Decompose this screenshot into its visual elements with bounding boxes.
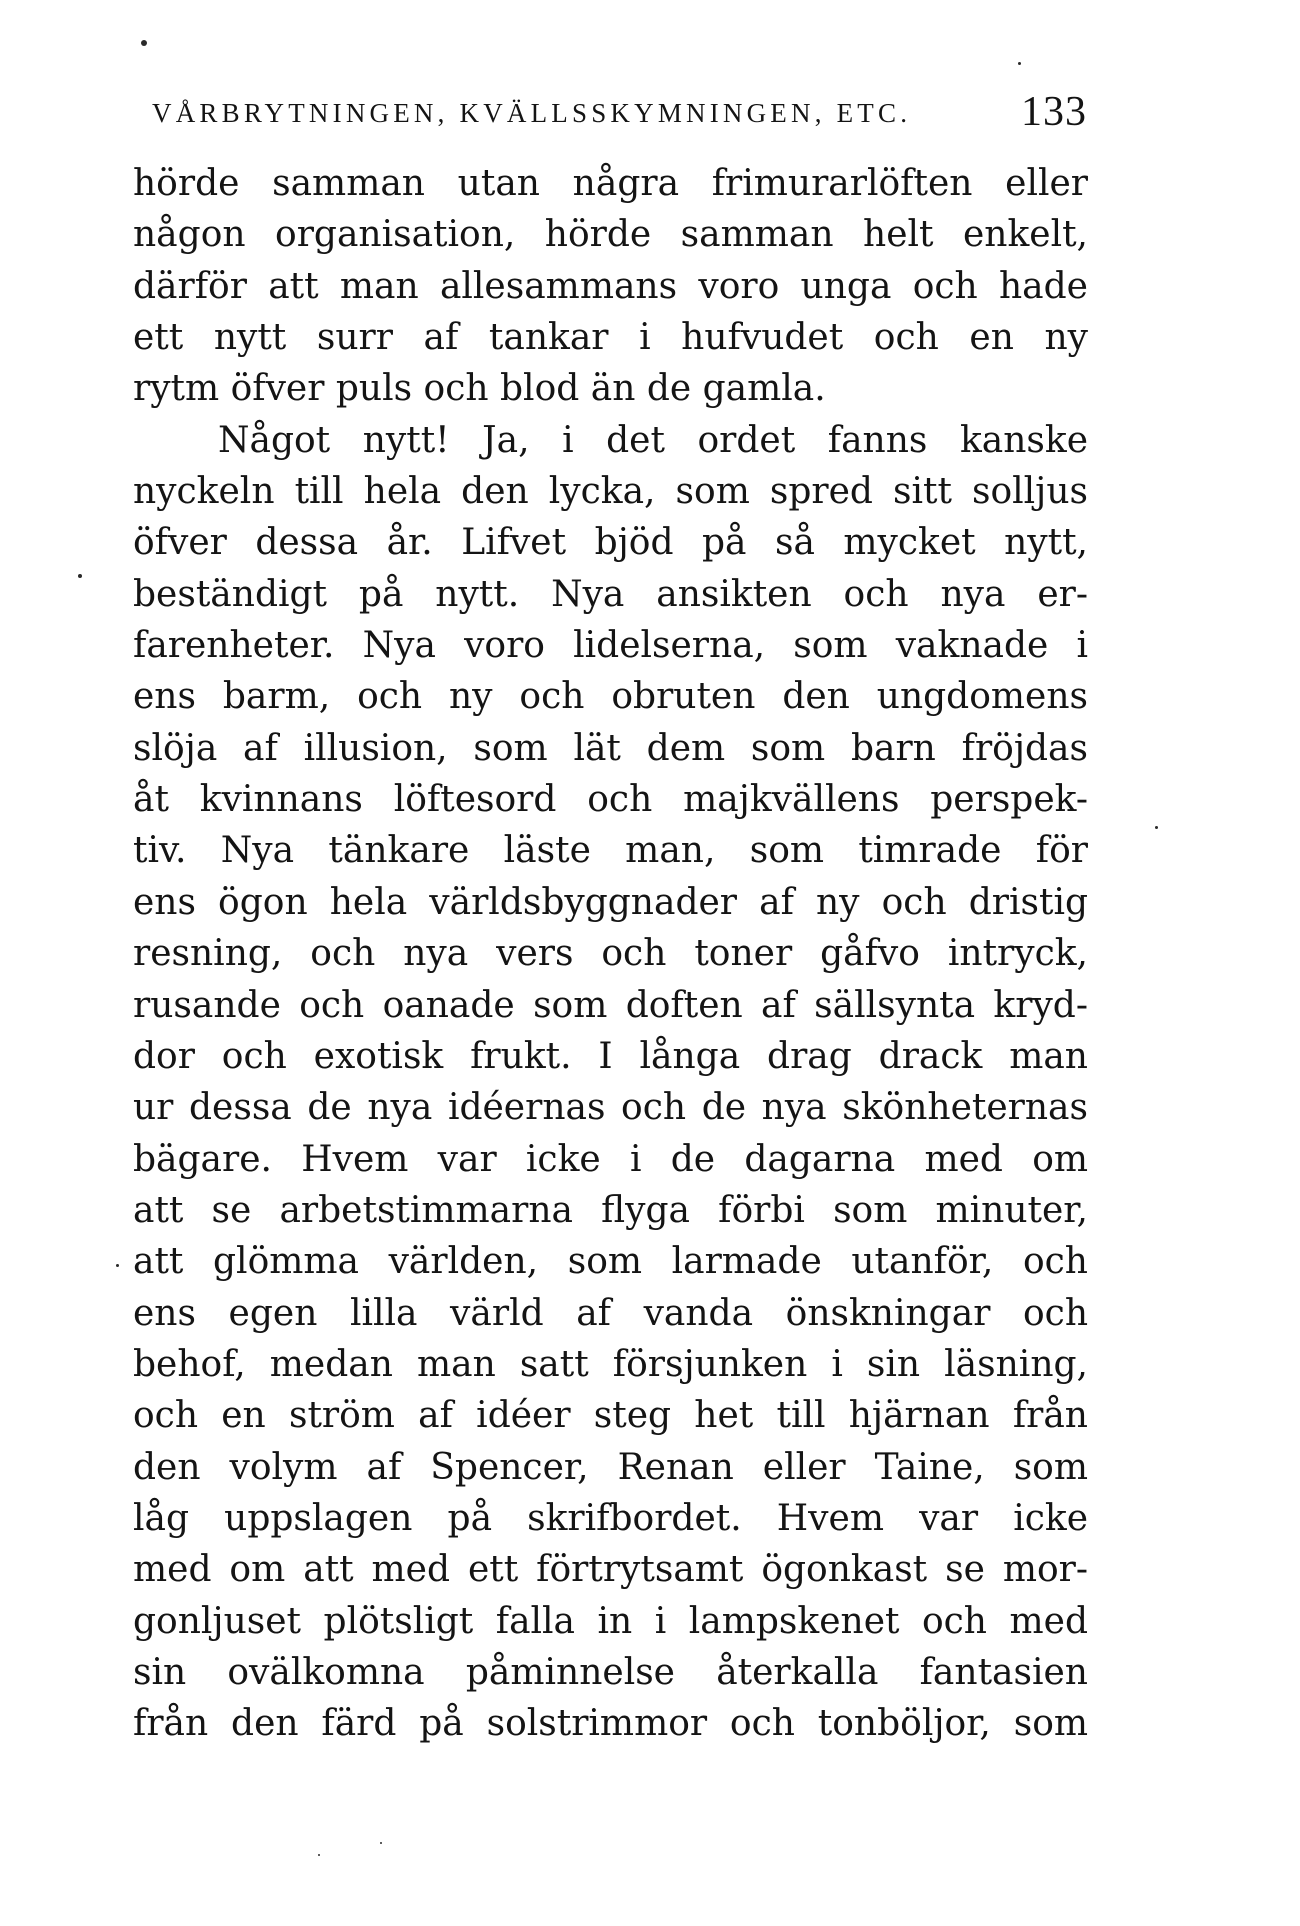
text-line: farenheter. Nya voro lidelserna, som vaknade i	[133, 625, 1088, 667]
page-number: 133	[1021, 89, 1087, 135]
text-line: att glömma världen, som larmade utanför, och	[133, 1241, 1088, 1283]
text-line: ur dessa de nya idéernas och de nya skönheternas	[133, 1087, 1088, 1129]
text-line: rytm öfver puls och blod än de gamla.	[133, 368, 826, 410]
text-line: öfver dessa år. Lifvet bjöd på så mycket nytt,	[133, 522, 1088, 564]
text-line: slöja af illusion, som lät dem som barn fröjdas	[133, 727, 1088, 769]
body-text	[133, 158, 1088, 1750]
text-line: åt kvinnans löftesord och majkvällens perspek-	[133, 779, 1088, 821]
text-line: dor och exotisk frukt. I långa drag drack man	[133, 1035, 1088, 1077]
scan-speck	[380, 1842, 382, 1844]
text-line: från den färd på solstrimmor och tonböljor, som	[133, 1703, 1088, 1745]
text-line: behof, medan man satt försjunken i sin läsning,	[133, 1343, 1088, 1385]
scan-speck	[78, 574, 82, 578]
text-line: låg uppslagen på skrifbordet. Hvem var icke	[133, 1497, 1088, 1539]
text-line: hörde samman utan några frimurarlöften eller	[133, 163, 1088, 204]
text-line: bägare. Hvem var icke i de dagarna med om	[133, 1138, 1088, 1180]
text-line: och en ström af idéer steg het till hjärnan från	[133, 1395, 1088, 1437]
text-line: beständigt på nytt. Nya ansikten och nya er-	[133, 573, 1088, 615]
text-line: nyckeln till hela den lycka, som spred sitt solljus	[133, 471, 1088, 513]
scan-speck	[141, 40, 147, 46]
text-line: därför att man allesammans voro unga och hade	[133, 265, 1088, 307]
running-head-title: VÅRBRYTNINGEN, KVÄLLSSKYMNINGEN, ETC.	[152, 98, 912, 128]
text-line: någon organisation, hörde samman helt enkelt,	[133, 214, 1088, 256]
text-line: ens ögon hela världsbyggnader af ny och dristig	[133, 881, 1088, 923]
text-line: tiv. Nya tänkare läste man, som timrade för	[133, 830, 1088, 872]
text-line: gonljuset plötsligt falla in i lampskenet och med	[133, 1600, 1088, 1642]
text-line: ett nytt surr af tankar i hufvudet och en ny	[133, 317, 1088, 359]
text-line: sin ovälkomna påminnelse återkalla fantasien	[133, 1651, 1088, 1693]
text-line: ens egen lilla värld af vanda önskningar och	[133, 1292, 1088, 1334]
scan-speck	[1018, 62, 1021, 65]
running-head	[152, 88, 1087, 138]
text-line: ens barm, och ny och obruten den ungdomens	[133, 676, 1088, 718]
text-line: den volym af Spencer, Renan eller Taine, som	[133, 1446, 1088, 1488]
text-line: att se arbetstimmarna flyga förbi som minuter,	[133, 1189, 1088, 1231]
scan-speck	[318, 1854, 320, 1856]
scan-speck	[1155, 826, 1158, 829]
text-line: resning, och nya vers och toner gåfvo intryck,	[133, 933, 1088, 975]
text-line: med om att med ett förtrytsamt ögonkast se mor-	[133, 1549, 1088, 1591]
text-line: rusande och oanade som doften af sällsynta kryd-	[133, 984, 1088, 1026]
text-line: Något nytt! Ja, i det ordet fanns kanske	[218, 419, 1088, 461]
scan-speck	[116, 1264, 119, 1267]
